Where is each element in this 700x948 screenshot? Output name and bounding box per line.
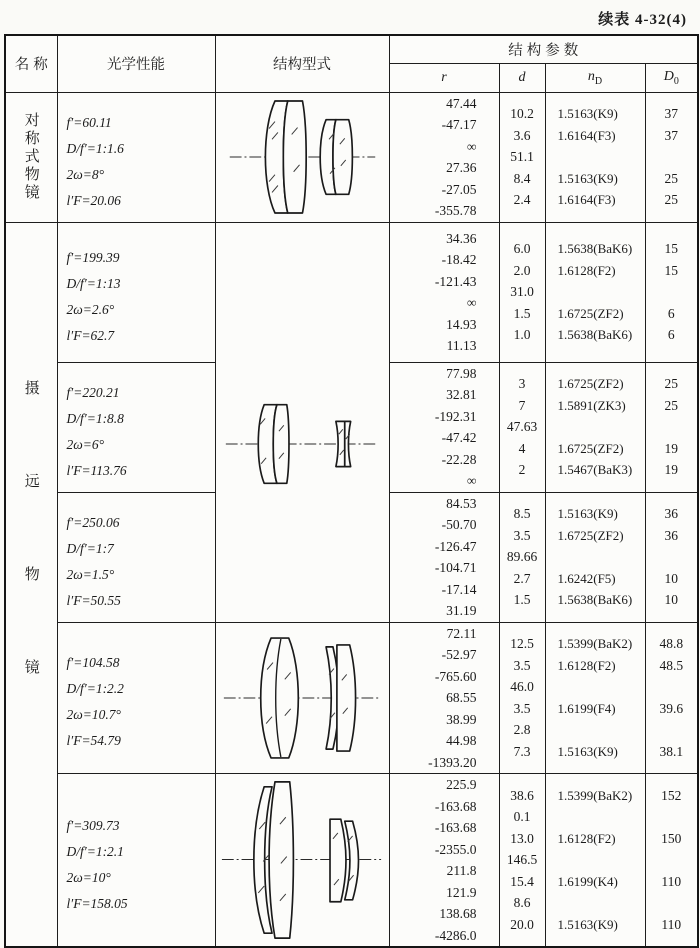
section-name-text: 对称式物镜 bbox=[22, 112, 40, 202]
performance-line: f′=60.11 bbox=[66, 114, 112, 130]
d0-value bbox=[646, 849, 698, 871]
r-value: -163.68 bbox=[434, 798, 477, 814]
performance-cell bbox=[57, 92, 215, 222]
d0-values-cell bbox=[645, 222, 698, 362]
d0-value: 110 bbox=[661, 916, 682, 932]
nd-value: 1.6164(F3) bbox=[557, 127, 616, 143]
r-value: -192.31 bbox=[434, 408, 477, 424]
d0-value: 110 bbox=[661, 873, 682, 889]
r-value: ∞ bbox=[466, 473, 477, 488]
nd-value: 1.6242(F5) bbox=[557, 570, 616, 586]
d-value: 38.6 bbox=[510, 787, 534, 803]
nd-values-cell bbox=[545, 492, 645, 622]
d-value: 2.8 bbox=[513, 722, 531, 738]
performance-line: l′F=62.7 bbox=[66, 327, 115, 343]
d-value: 2.4 bbox=[513, 192, 531, 208]
section-name bbox=[6, 380, 57, 770]
r-value: -2355.0 bbox=[434, 841, 477, 857]
d0-value: 36 bbox=[664, 506, 679, 522]
performance-line: 2ω=1.5° bbox=[66, 566, 115, 582]
nd-value bbox=[546, 676, 645, 698]
d0-value: 38.1 bbox=[659, 743, 684, 759]
nd-value: 1.6199(K4) bbox=[557, 873, 618, 889]
performance-line: D/f′=1:2.2 bbox=[66, 681, 124, 697]
d0-value bbox=[646, 719, 698, 741]
nd-value: 1.5638(BaK6) bbox=[557, 241, 633, 257]
r-value: 31.19 bbox=[446, 603, 477, 618]
d0-values-cell bbox=[645, 622, 698, 774]
nd-value bbox=[546, 719, 645, 741]
d-value: 2 bbox=[518, 462, 526, 478]
nd-values-cell bbox=[545, 774, 645, 948]
n-symbol: n bbox=[587, 68, 595, 84]
header-d bbox=[499, 63, 545, 92]
r-value: -17.14 bbox=[441, 581, 477, 597]
performance-line: l′F=50.55 bbox=[66, 592, 121, 608]
d0-values-cell bbox=[645, 362, 698, 492]
performance-line: 2ω=10.7° bbox=[66, 707, 121, 723]
r-values-cell bbox=[389, 92, 499, 222]
structure-cell bbox=[215, 92, 389, 222]
performance-line: f′=309.73 bbox=[66, 817, 120, 833]
r-value: 34.36 bbox=[446, 230, 477, 246]
nd-value: 1.6128(F2) bbox=[557, 262, 616, 278]
d-value: 1.5 bbox=[513, 305, 531, 321]
d-value: 3.6 bbox=[513, 127, 531, 143]
performance-line: l′F=113.76 bbox=[66, 462, 127, 478]
d-value: 146.5 bbox=[506, 852, 538, 868]
header-d0 bbox=[645, 63, 698, 92]
d0-value: 25 bbox=[664, 192, 679, 208]
nd-value: 1.6725(ZF2) bbox=[557, 376, 624, 392]
d0-value: 19 bbox=[664, 440, 679, 456]
performance-line: D/f′=1:1.6 bbox=[66, 140, 124, 156]
r-values-cell bbox=[389, 622, 499, 774]
d-value: 15.4 bbox=[510, 873, 534, 889]
nd-value: 1.5163(K9) bbox=[557, 743, 618, 759]
d-values-cell bbox=[499, 774, 545, 948]
d-value: 12.5 bbox=[510, 636, 534, 652]
d-values-cell bbox=[499, 92, 545, 222]
d0-value: 150 bbox=[661, 830, 682, 846]
r-values-cell bbox=[389, 492, 499, 622]
d-value: 89.66 bbox=[506, 549, 538, 565]
r-value: 77.98 bbox=[446, 365, 477, 381]
D-symbol: D bbox=[663, 68, 674, 84]
d-value: 4 bbox=[518, 440, 526, 456]
header-performance: 光学性能 bbox=[57, 35, 215, 92]
d0-value: 15 bbox=[664, 241, 679, 257]
nd-value: 1.5399(BaK2) bbox=[557, 787, 633, 803]
d-value: 46.0 bbox=[510, 679, 534, 695]
header-r bbox=[389, 63, 499, 92]
d0-value bbox=[646, 281, 698, 303]
nd-value: 1.6128(F2) bbox=[557, 657, 616, 673]
r-values-cell bbox=[389, 222, 499, 362]
r-value: -22.28 bbox=[441, 451, 477, 467]
r-value: -121.43 bbox=[434, 273, 477, 289]
nd-value bbox=[546, 146, 645, 168]
performance-line: D/f′=1:2.1 bbox=[66, 843, 124, 859]
d-value: 7 bbox=[518, 397, 526, 413]
nd-value bbox=[546, 546, 645, 568]
nd-value: 1.6725(ZF2) bbox=[557, 440, 624, 456]
nd-value bbox=[546, 416, 645, 438]
d-value: 8.6 bbox=[513, 895, 531, 911]
r-value: 11.13 bbox=[446, 338, 477, 353]
r-values-cell bbox=[389, 362, 499, 492]
performance-cell bbox=[57, 774, 215, 948]
nd-value: 1.5163(K9) bbox=[557, 506, 618, 522]
section-name-cell bbox=[5, 92, 57, 222]
d-value: 0.1 bbox=[513, 809, 531, 825]
d0-value: 6 bbox=[667, 327, 675, 343]
d-value: 3.5 bbox=[513, 700, 531, 716]
performance-cell bbox=[57, 492, 215, 622]
section-name bbox=[6, 112, 57, 202]
nd-values-cell bbox=[545, 622, 645, 774]
d0-value: 10 bbox=[664, 592, 679, 608]
nd-value: 1.6128(F2) bbox=[557, 830, 616, 846]
d0-value bbox=[646, 806, 698, 828]
r-value: 44.98 bbox=[446, 733, 477, 748]
r-value: 68.55 bbox=[446, 690, 477, 705]
r-value: -27.05 bbox=[441, 181, 477, 197]
r-value: 47.44 bbox=[446, 95, 477, 111]
r-value: -4286.0 bbox=[434, 927, 477, 943]
structure-cell bbox=[215, 622, 389, 774]
performance-cell bbox=[57, 622, 215, 774]
d0-values-cell bbox=[645, 492, 698, 622]
d-values-cell bbox=[499, 222, 545, 362]
nd-value: 1.5467(BaK3) bbox=[557, 462, 633, 478]
r-value: 27.36 bbox=[446, 160, 477, 175]
r-value: -355.78 bbox=[434, 203, 477, 218]
r-value: -52.97 bbox=[441, 647, 477, 662]
nd-value: 1.6725(ZF2) bbox=[557, 527, 624, 543]
d-symbol: d bbox=[518, 69, 526, 85]
r-value: -765.60 bbox=[434, 668, 477, 684]
section-name-cell bbox=[5, 222, 57, 947]
r-value: 72.11 bbox=[446, 625, 477, 641]
d-values-cell bbox=[499, 492, 545, 622]
structure-cell bbox=[215, 774, 389, 948]
lens-diagram-telephoto-c bbox=[216, 775, 388, 945]
performance-line: f′=104.58 bbox=[66, 655, 120, 671]
r-value: -163.68 bbox=[434, 820, 477, 835]
d0-value: 48.5 bbox=[659, 657, 684, 673]
performance-line: l′F=158.05 bbox=[66, 895, 128, 911]
d-value: 2.7 bbox=[513, 570, 531, 586]
d-value: 47.63 bbox=[506, 419, 538, 435]
nd-values-cell bbox=[545, 362, 645, 492]
nd-value: 1.5638(BaK6) bbox=[557, 592, 633, 608]
d-value: 3 bbox=[518, 376, 526, 392]
performance-line: 2ω=2.6° bbox=[66, 301, 115, 317]
d0-value bbox=[646, 892, 698, 914]
d0-value: 6 bbox=[667, 305, 675, 321]
performance-line: f′=220.21 bbox=[66, 384, 120, 400]
nd-value: 1.5163(K9) bbox=[557, 106, 618, 122]
d0-value: 25 bbox=[664, 170, 679, 186]
section-name-text: 摄远物镜 bbox=[22, 380, 40, 753]
d0-value: 48.8 bbox=[659, 636, 684, 652]
header-nd bbox=[545, 63, 645, 92]
nd-value: 1.5163(K9) bbox=[557, 916, 618, 932]
d0-value: 25 bbox=[664, 397, 679, 413]
nd-value: 1.6199(F4) bbox=[557, 700, 616, 716]
nd-value bbox=[546, 281, 645, 303]
nd-value: 1.6725(ZF2) bbox=[557, 305, 624, 321]
nd-value: 1.5891(ZK3) bbox=[557, 397, 626, 413]
table-caption: 续表 4-32(4) bbox=[598, 12, 687, 28]
d-values-cell bbox=[499, 362, 545, 492]
performance-line: 2ω=6° bbox=[66, 436, 105, 452]
d0-value: 37 bbox=[664, 106, 679, 122]
d0-value: 19 bbox=[664, 462, 679, 478]
nd-value bbox=[546, 806, 645, 828]
r-value: 14.93 bbox=[446, 316, 477, 332]
d0-value bbox=[646, 146, 698, 168]
d0-value: 25 bbox=[664, 376, 679, 392]
d-value: 3.5 bbox=[513, 527, 531, 543]
d-value: 1.0 bbox=[513, 327, 531, 343]
r-value: -47.42 bbox=[441, 430, 477, 445]
d-value: 2.0 bbox=[513, 262, 531, 278]
d-value: 10.2 bbox=[510, 106, 534, 122]
d-value: 6.0 bbox=[513, 241, 531, 257]
performance-line: f′=199.39 bbox=[66, 249, 120, 265]
d0-values-cell bbox=[645, 92, 698, 222]
header-name: 名 称 bbox=[5, 35, 57, 92]
d-value: 8.5 bbox=[513, 506, 531, 522]
nd-value: 1.5163(K9) bbox=[557, 170, 618, 186]
D-subscript: 0 bbox=[673, 75, 679, 87]
nd-value bbox=[546, 892, 645, 914]
nd-value: 1.5399(BaK2) bbox=[557, 636, 633, 652]
r-value: 32.81 bbox=[446, 387, 477, 402]
d-value: 3.5 bbox=[513, 657, 531, 673]
nd-values-cell bbox=[545, 92, 645, 222]
d-value: 51.1 bbox=[510, 149, 534, 165]
d0-value bbox=[646, 416, 698, 438]
d0-values-cell bbox=[645, 774, 698, 948]
d-value: 20.0 bbox=[510, 916, 534, 932]
performance-cell bbox=[57, 362, 215, 492]
nd-value: 1.6164(F3) bbox=[557, 192, 616, 208]
performance-line: D/f′=1:8.8 bbox=[66, 410, 124, 426]
d0-value: 152 bbox=[661, 787, 682, 803]
r-value: -18.42 bbox=[441, 252, 477, 267]
r-value: 121.9 bbox=[446, 884, 477, 900]
r-value: 225.9 bbox=[446, 777, 477, 792]
lens-diagram-symmetric-objective bbox=[216, 93, 388, 221]
performance-line: l′F=54.79 bbox=[66, 733, 121, 749]
d0-value: 36 bbox=[664, 527, 679, 543]
d0-value bbox=[646, 676, 698, 698]
d-values-cell bbox=[499, 622, 545, 774]
d-value: 7.3 bbox=[513, 743, 531, 759]
r-value: 138.68 bbox=[439, 906, 477, 921]
d0-value: 39.6 bbox=[659, 700, 684, 716]
n-subscript: D bbox=[594, 75, 603, 87]
d-value: 1.5 bbox=[513, 592, 531, 608]
lens-diagram-telephoto-a bbox=[216, 380, 388, 508]
d-value: 13.0 bbox=[510, 830, 534, 846]
r-value: ∞ bbox=[466, 138, 477, 154]
r-value: -126.47 bbox=[434, 538, 477, 554]
performance-line: f′=250.06 bbox=[66, 514, 120, 530]
nd-value bbox=[546, 849, 645, 871]
performance-line: 2ω=10° bbox=[66, 869, 111, 885]
r-value: -47.17 bbox=[441, 117, 477, 132]
header-structure: 结构型式 bbox=[215, 35, 389, 92]
lens-spec-table bbox=[4, 34, 699, 948]
d0-value: 37 bbox=[664, 127, 679, 143]
r-value: 38.99 bbox=[446, 711, 477, 727]
header-params: 结 构 参 数 bbox=[389, 35, 698, 63]
r-value: -104.71 bbox=[434, 560, 477, 575]
d0-value bbox=[646, 546, 698, 568]
nd-values-cell bbox=[545, 222, 645, 362]
performance-line: 2ω=8° bbox=[66, 166, 105, 182]
performance-line: l′F=20.06 bbox=[66, 192, 121, 208]
d0-value: 15 bbox=[664, 262, 679, 278]
r-value: 211.8 bbox=[446, 863, 477, 878]
nd-value: 1.5638(BaK6) bbox=[557, 327, 633, 343]
d-value: 31.0 bbox=[510, 284, 534, 300]
d-value: 8.4 bbox=[513, 170, 531, 186]
performance-line: D/f′=1:13 bbox=[66, 275, 121, 291]
r-value: 84.53 bbox=[446, 495, 477, 511]
r-value: ∞ bbox=[466, 295, 477, 310]
r-values-cell bbox=[389, 774, 499, 948]
r-value: -50.70 bbox=[441, 517, 477, 532]
performance-cell bbox=[57, 222, 215, 362]
d0-value: 10 bbox=[664, 570, 679, 586]
performance-line: D/f′=1:7 bbox=[66, 540, 114, 556]
r-symbol: r bbox=[441, 69, 447, 85]
r-value: -1393.20 bbox=[428, 754, 477, 770]
lens-diagram-telephoto-b bbox=[216, 625, 388, 771]
structure-cell bbox=[215, 222, 389, 622]
